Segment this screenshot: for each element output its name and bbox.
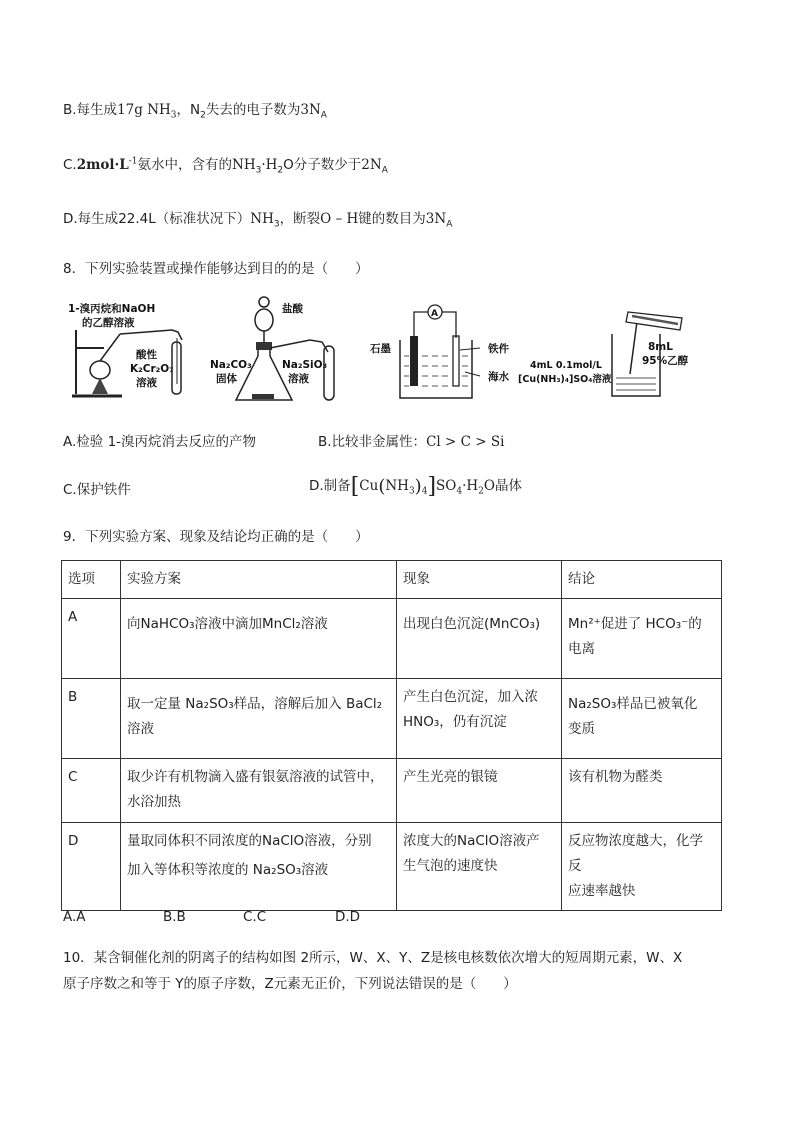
row-d-phenomenon: 浓度大的NaClO溶液产 生气泡的速度快 (397, 823, 562, 911)
fig-c-label-seawater: 海水 (488, 371, 509, 383)
fig-c-label-graphite: 石墨 (370, 343, 391, 355)
row-d-conclusion: 反应物浓度越大，化学反 应速率越快 (562, 823, 722, 911)
header-plan: 实验方案 (121, 561, 397, 599)
q7-option-c: $C.2mol\cdot L^{-1}$氨水中，含有的$NH_3\cdot H_2O$分子数少于$2N_A$ (63, 156, 388, 176)
q9-stem: 9．下列实验方案、现象及结论均正确的是（ ） (63, 529, 369, 545)
fig-d-label-left2: [Cu(NH₃)₄]SO₄溶液 (518, 374, 612, 385)
fig-d-label-left1: 4mL 0.1mol/L (530, 360, 602, 371)
table-row (62, 679, 722, 759)
header-option: 选项 (62, 561, 121, 599)
fig-b-label-left1: Na₂CO₃ (210, 359, 252, 371)
row-c-option: C (62, 759, 121, 823)
row-c-plan: 取少许有机物滴入盛有银氨溶液的试管中， 水浴加热 (121, 759, 397, 823)
row-a-phenomenon: 出现白色沉淀(MnCO₃) (397, 599, 562, 679)
q9-answer-options (63, 909, 360, 925)
figure-d-crystallization (518, 312, 689, 396)
row-a-plan: 向NaHCO₃溶液中滴加MnCl₂溶液 (121, 599, 397, 679)
q8-option-b: B.比较非金属性：Cl > C > Si (318, 434, 505, 450)
q7-option-d: D.每生成22.4L（标准状况下）$NH_3$，断裂O – H键的数目为$3N_A$ (63, 211, 453, 230)
q9-choice-a[interactable]: A.A (63, 909, 86, 925)
q8-option-d: D.制备$[Cu(NH_3)_4]SO_4\cdot H_2O$晶体 (309, 474, 522, 499)
fig-b-label-right2: 溶液 (288, 373, 309, 385)
fig-a-label-acid: 酸性 (136, 349, 157, 361)
row-a-option: A (62, 599, 121, 679)
row-b-plan: 取一定量 Na₂SO₃样品，溶解后加入 BaCl₂ 溶液 (121, 679, 397, 759)
row-d-plan: 量取同体积不同浓度的NaClO溶液，分别 加入等体积等浓度的 Na₂SO₃溶液 (121, 823, 397, 911)
row-b-phenomenon: 产生白色沉淀，加入浓 HNO₃，仍有沉淀 (397, 679, 562, 759)
row-c-phenomenon: 产生光亮的银镜 (397, 759, 562, 823)
q9-choice-b[interactable]: B.B (163, 909, 186, 925)
figure-a-elimination-apparatus (68, 302, 182, 396)
row-a-conclusion: Mn²⁺促进了 HCO₃⁻的 电离 (562, 599, 722, 679)
table-row (62, 599, 722, 679)
row-c-conclusion: 该有机物为醛类 (562, 759, 722, 823)
q8-apparatus-figures (60, 290, 700, 405)
table-row (62, 823, 722, 911)
fig-a-label-reagent: K₂Cr₂O₇ (130, 363, 174, 375)
q9-table (61, 560, 722, 911)
fig-d-label-volume: 8mL (648, 341, 673, 353)
q7-option-b: B.每生成17g $NH_3$，$N_2$失去的电子数为$3N_A$ (63, 102, 327, 121)
fig-b-label-acid: 盐酸 (282, 303, 303, 315)
header-phenomenon: 现象 (397, 561, 562, 599)
q10-stem-line1: 10．某含铜催化剂的阴离子的结构如图 2所示，W、X、Y、Z是核电核数依次增大的短周期元素，W、X (63, 950, 683, 966)
figure-c-electrochemistry (369, 305, 509, 398)
fig-c-ammeter-label: A (431, 309, 438, 319)
figure-b-acidity-apparatus (210, 297, 334, 400)
q8-option-c: C.保护铁件 (63, 482, 131, 498)
fig-a-label-line1: 1-溴丙烷和NaOH (68, 303, 156, 315)
row-d-option: D (62, 823, 121, 911)
row-b-conclusion: Na₂SO₃样品已被氧化 变质 (562, 679, 722, 759)
q9-choice-c[interactable]: C.C (243, 909, 267, 925)
fig-d-label-ethanol: 95%乙醇 (642, 355, 689, 367)
fig-a-label-line2: 的乙醇溶液 (82, 317, 135, 329)
row-b-option: B (62, 679, 121, 759)
header-conclusion: 结论 (562, 561, 722, 599)
q10-stem-line2: 原子序数之和等于 Y的原子序数，Z元素无正价，下列说法错误的是（ ） (63, 976, 517, 992)
fig-b-label-right1: Na₂SiO₃ (282, 359, 328, 371)
q9-choice-d[interactable]: D.D (335, 909, 361, 925)
q8-option-a: A.检验 1-溴丙烷消去反应的产物 (63, 434, 257, 450)
fig-b-label-left2: 固体 (216, 373, 237, 385)
table-row (62, 759, 722, 823)
fig-c-label-iron: 铁件 (488, 343, 509, 355)
fig-a-label-solution: 溶液 (136, 377, 157, 389)
q8-stem: 8．下列实验装置或操作能够达到目的的是（ ） (63, 261, 369, 277)
table-header-row (62, 561, 722, 599)
